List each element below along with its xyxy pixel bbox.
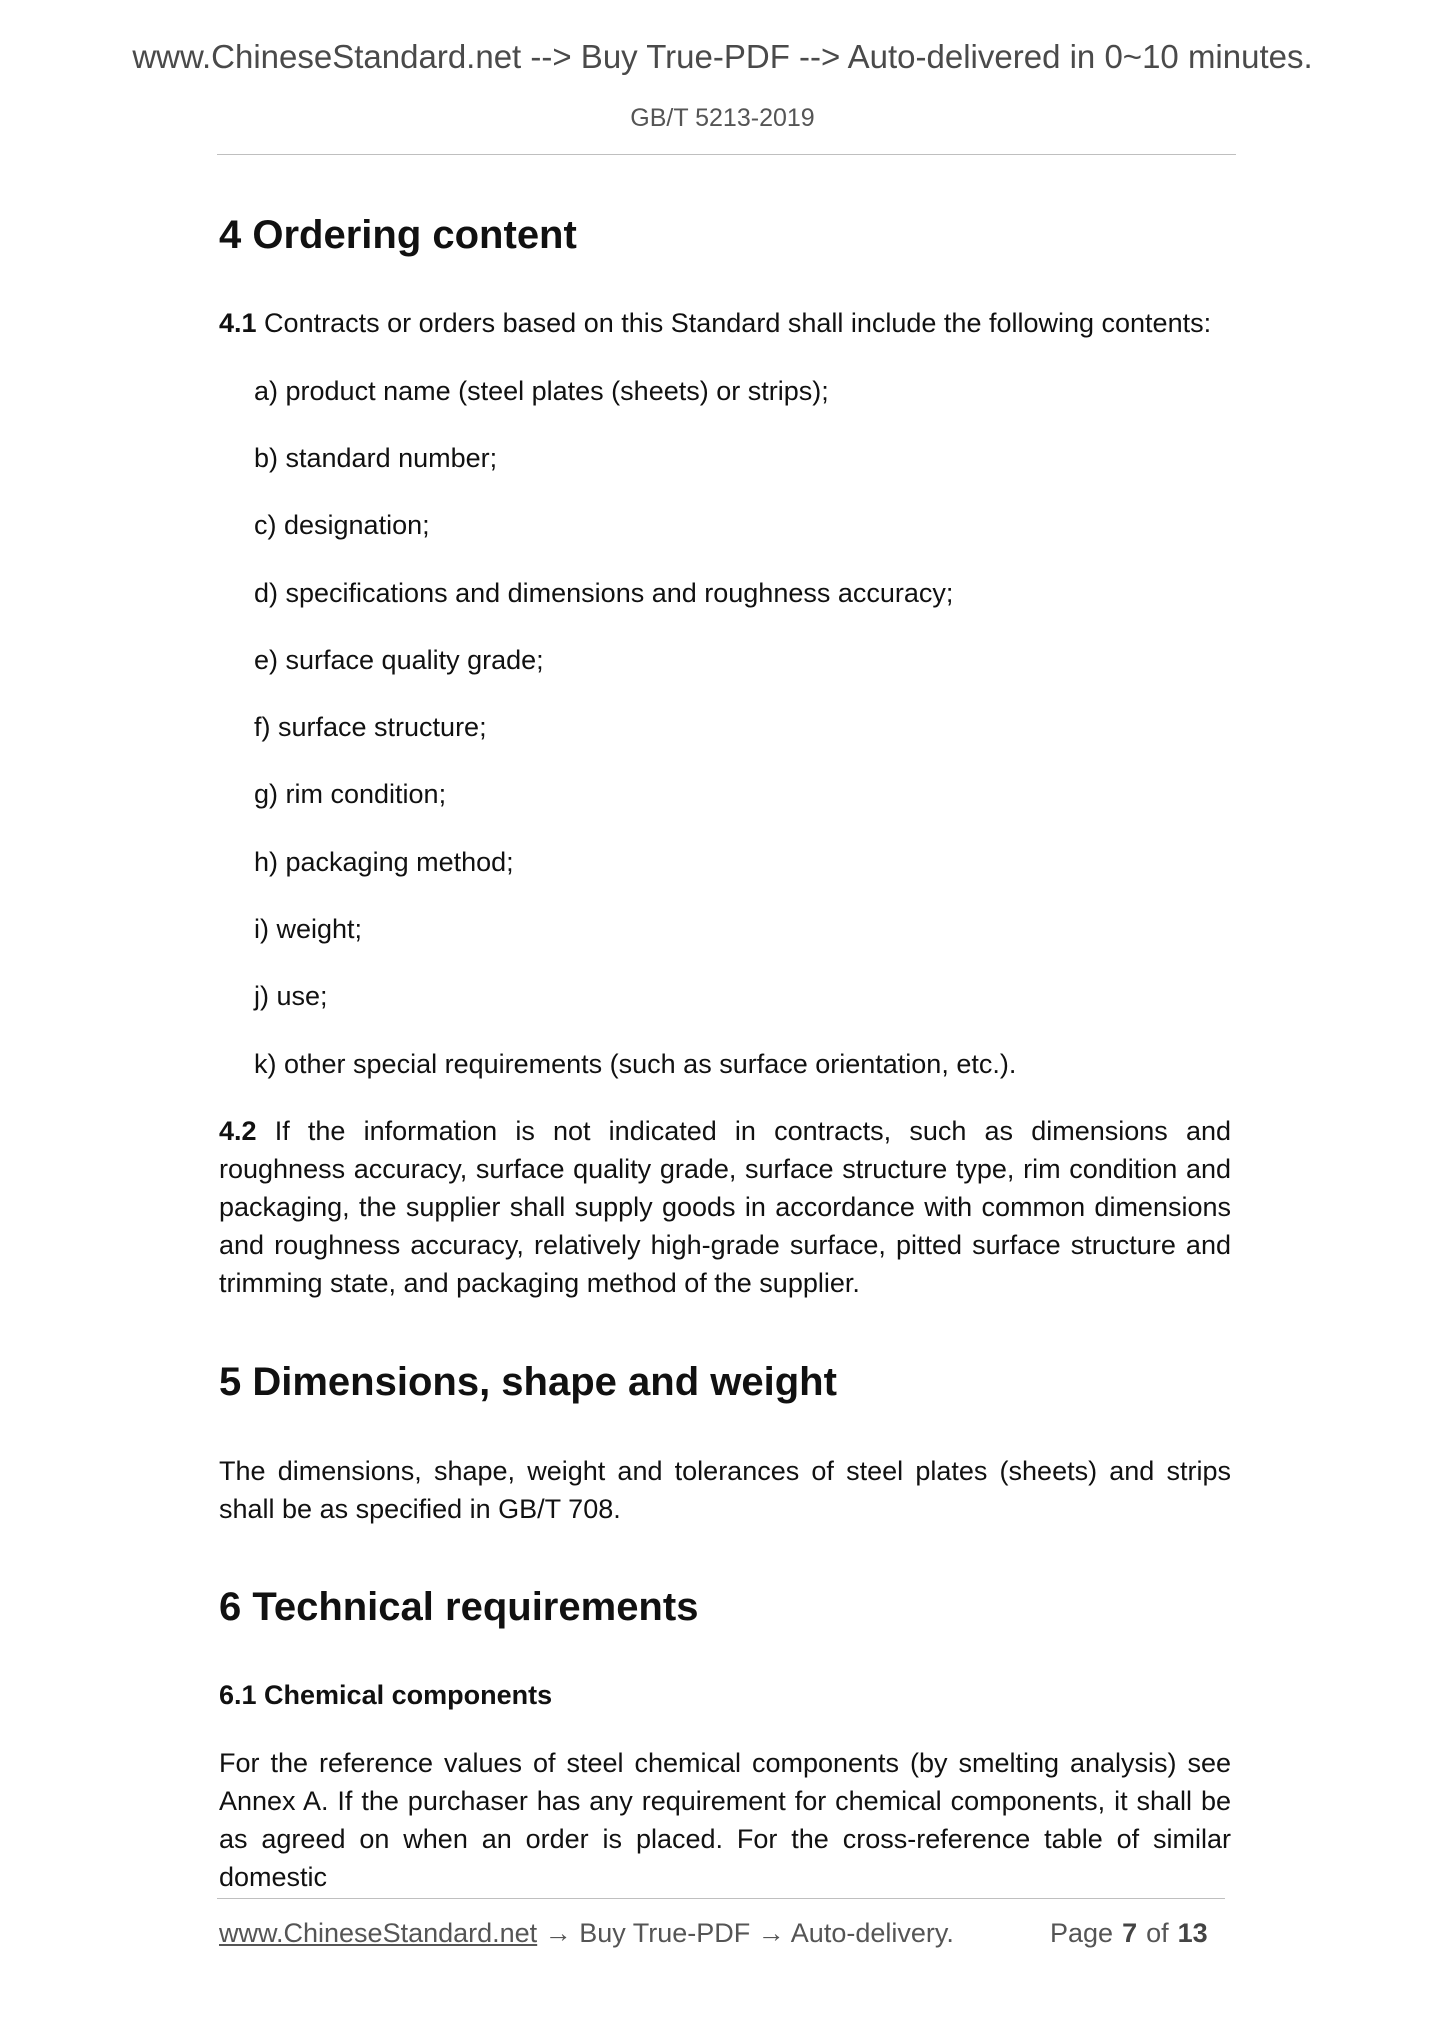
subsection-6-1-paragraph: For the reference values of steel chemical components (by smelting analysis) see Annex A. If the purchaser has any requirement for chemical components, it shall be as agreed on when an order is placed. For the cross-reference table of similar domestic [219, 1748, 1231, 1892]
footer-buy-text: Buy True-PDF [579, 1918, 751, 1948]
section-5-heading: 5 Dimensions, shape and weight [219, 1360, 837, 1404]
footer-auto-text: Auto-delivery. [790, 1918, 954, 1948]
section-6-heading: 6 Technical requirements [219, 1585, 699, 1629]
list-item: f) surface structure; [254, 712, 487, 742]
list-item: k) other special requirements (such as surface orientation, etc.). [254, 1049, 1017, 1079]
list-item: i) weight; [254, 914, 363, 944]
list-item: e) surface quality grade; [254, 645, 544, 675]
list-item: d) specifications and dimensions and roughness accuracy; [254, 578, 954, 608]
clause-4-1-text: Contracts or orders based on this Standard shall include the following contents: [256, 308, 1212, 338]
footer-promo [219, 1918, 954, 1949]
of-word: of [1146, 1918, 1169, 1948]
list-item: h) packaging method; [254, 847, 514, 877]
section-5-paragraph: The dimensions, shape, weight and tolerances of steel plates (sheets) and strips shall be as specified in GB/T 708. [219, 1456, 1231, 1524]
site-banner: www.ChineseStandard.net --> Buy True-PDF --> Auto-delivered in 0~10 minutes. [132, 38, 1313, 75]
list-item: b) standard number; [254, 443, 498, 473]
list-item: g) rim condition; [254, 779, 447, 809]
list-item: a) product name (steel plates (sheets) or strips); [254, 376, 829, 406]
clause-4-2-text: If the information is not indicated in contracts, such as dimensions and roughness accuracy, surface quality grade, surface structure type, rim condition and packaging, the supplier shall supply goods in accordance with common dimensions and roughness accuracy, relatively high-grade surface, pitted surface structure and trimming state, and packaging method of the supplier. [219, 1116, 1231, 1298]
section-4-heading: 4 Ordering content [219, 213, 577, 257]
document-code: GB/T 5213-2019 [630, 104, 815, 132]
subsection-6-1-heading: 6.1 Chemical components [219, 1680, 553, 1710]
footer-site-link[interactable]: www.ChineseStandard.net [219, 1918, 538, 1948]
page-total: 13 [1177, 1918, 1208, 1948]
list-item: c) designation; [254, 510, 430, 540]
arrow-right-icon: → [544, 1918, 572, 1948]
list-item: j) use; [254, 981, 328, 1011]
page-number: 7 [1122, 1918, 1138, 1948]
footer-divider [217, 1898, 1225, 1899]
clause-4-2-number: 4.2 [219, 1116, 257, 1146]
clause-4-1 [219, 308, 1211, 339]
page-indicator [1050, 1918, 1217, 1949]
header-divider [217, 154, 1236, 155]
clause-4-1-number: 4.1 [219, 308, 257, 338]
page-word: Page [1050, 1918, 1114, 1948]
arrow-right-icon: → [757, 1918, 785, 1948]
clause-4-2 [219, 1112, 1231, 1302]
